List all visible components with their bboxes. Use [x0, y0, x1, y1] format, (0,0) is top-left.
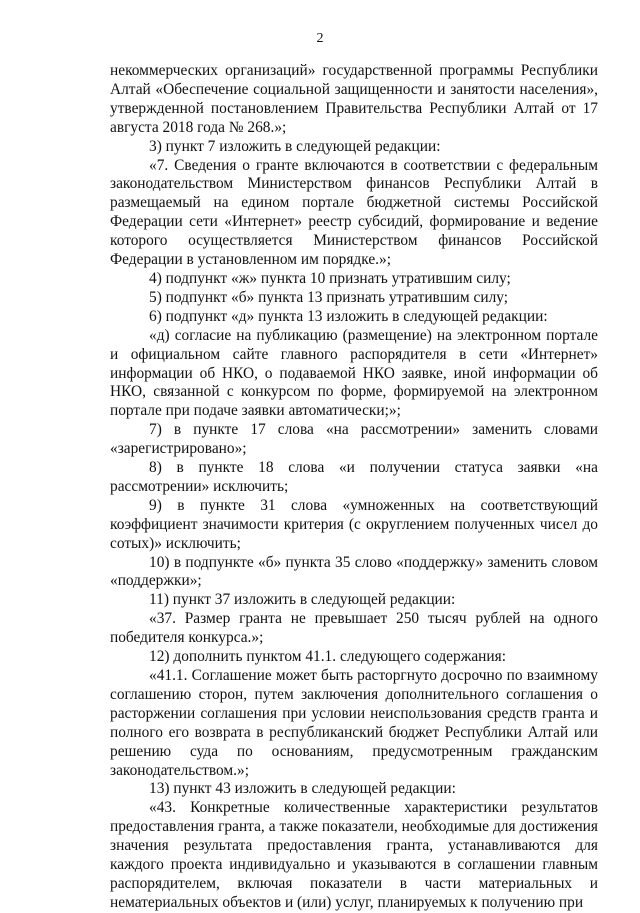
- paragraph-clause-37: «37. Размер гранта не превышает 250 тысяч рублей на одного победителя конкурса.»;: [110, 610, 598, 647]
- paragraph-item-4: 4) подпункт «ж» пункта 10 признать утратившим силу;: [149, 269, 511, 287]
- document-body: [110, 62, 598, 913]
- paragraph-item-11: 11) пункт 37 изложить в следующей редакции:: [149, 591, 456, 609]
- paragraph-item-13: 13) пункт 43 изложить в следующей редакции:: [149, 780, 456, 798]
- paragraph-item-12: 12) дополнить пунктом 41.1. следующего содержания:: [149, 648, 506, 666]
- paragraph-clause-7: «7. Сведения о гранте включаются в соответствии с федеральным законодательством Министерством финансов Республики Алтай в размещаемый на едином портале бюджетной системы Российской Федерации сети «Интернет» реестр субсидий, формирование и ведение которого осуществляется Министерством финансов Российской Федерации в установленном им порядке.»;: [110, 156, 598, 269]
- paragraph-subclause-d: «д) согласие на публикацию (размещение) на электронном портале и официальном сайте главного распорядителя в сети «Интернет» информации об НКО, о подаваемой НКО заявке, иной информации об НКО, связанной с конкурсом по форме, формируемой на электронном портале при подаче заявки автоматически;»;: [110, 326, 598, 420]
- paragraph-clause-43: «43. Конкретные количественные характеристики результатов предоставления гранта, а также показатели, необходимые для достижения значения результата предоставления гранта, устанавливаются для каждого проекта индивидуально и указываются в соглашении главным распорядителем, включая показатели в части материальных и нематериальных объектов и (или) услуг, планируемых к получению при: [110, 799, 598, 911]
- paragraph-item-7: 7) в пункте 17 слова «на рассмотрении» заменить словами «зарегистрировано»;: [110, 421, 598, 458]
- paragraph-clause-41-1: «41.1. Соглашение может быть расторгнуто досрочно по взаимному соглашению сторон, путем заключения дополнительного соглашения о расторжении соглашения при условии неиспользования средств гранта и полного его возврата в республиканский бюджет Республики Алтай или решению суда по основаниям, предусмотренным гражданским законодательством.»;: [110, 667, 598, 779]
- paragraph-item-5: 5) подпункт «б» пункта 13 признать утратившим силу;: [149, 288, 509, 306]
- paragraph-item-3: 3) пункт 7 изложить в следующей редакции:: [149, 137, 441, 155]
- paragraph-item-9: 9) в пункте 31 слова «умноженных на соответствующий коэффициент значимости критерия (с округлением полученных чисел до сотых)» исключить;: [110, 496, 598, 552]
- page-number: 2: [316, 31, 324, 46]
- paragraph-item-10: 10) в подпункте «б» пункта 35 слово «поддержку» заменить словом «поддержки»;: [110, 553, 598, 590]
- paragraph-continuation: некоммерческих организаций» государственной программы Республики Алтай «Обеспечение социальной защищенности и занятости населения», утвержденной постановлением Правительства Республики Алтай от 17 августа 2018 года № 268.»;: [110, 62, 598, 136]
- paragraph-item-6: 6) подпункт «д» пункта 13 изложить в следующей редакции:: [149, 307, 548, 325]
- paragraph-item-8: 8) в пункте 18 слова «и получении статуса заявки «на рассмотрении» исключить;: [110, 459, 598, 495]
